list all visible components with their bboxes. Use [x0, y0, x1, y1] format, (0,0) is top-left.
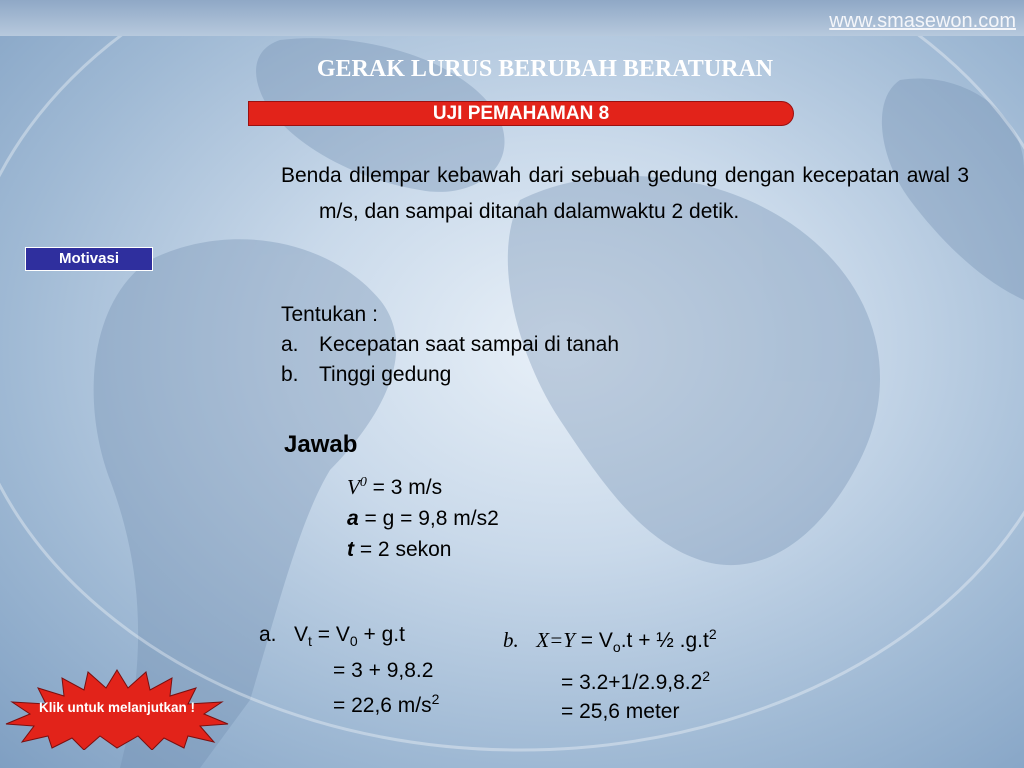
problem-statement	[281, 158, 969, 230]
answer-heading: Jawab	[284, 431, 358, 458]
v0-symbol: V	[347, 475, 360, 499]
question-text: Tinggi gedung	[319, 363, 452, 386]
question-prompt: Tentukan :	[281, 303, 378, 326]
vt-symbol: V	[294, 623, 309, 646]
website-link[interactable]: www.smasewon.com	[829, 10, 1016, 32]
problem-text: Benda dilempar kebawah dari sebuah gedung dengan kecepatan awal 3 m/s, dan sampai ditanah dalamwaktu 2 detik.	[281, 164, 969, 223]
formula-rest: .t + ½ .g.t	[620, 629, 709, 652]
vt-subscript: t	[308, 633, 312, 650]
solution-a-label: a.	[259, 623, 277, 646]
subtitle-banner	[248, 101, 794, 126]
solution-b-label: b.	[503, 628, 519, 652]
v0-subscript: 0	[359, 475, 367, 490]
v0-value: = 3 m/s	[366, 476, 443, 499]
solution-a-line3	[259, 685, 439, 720]
page-title: GERAK LURUS BERUBAH BERATURAN	[316, 56, 774, 82]
solution-a	[259, 620, 439, 720]
solution-b-line2	[503, 662, 717, 697]
v0-eq-subscript: 0	[349, 633, 358, 650]
question-label: b.	[281, 363, 299, 386]
solution-b-line1	[503, 620, 717, 662]
a-symbol: a	[347, 507, 359, 530]
given-v0	[347, 467, 499, 503]
given-values	[347, 467, 499, 565]
question-label: a.	[281, 333, 299, 356]
given-a	[347, 503, 499, 534]
question-list	[281, 300, 619, 390]
vo-subscript: o	[612, 639, 621, 656]
vo-eq: = V	[574, 629, 613, 652]
solution-a-line1	[259, 620, 439, 656]
result-a: = 22,6 m/s	[333, 694, 432, 718]
motivasi-button[interactable]: Motivasi	[25, 247, 153, 271]
solution-b	[503, 620, 717, 726]
gt-term: + g.t	[357, 623, 405, 646]
t-symbol: t	[347, 538, 354, 561]
question-item	[281, 360, 619, 390]
result-a-sup: 2	[431, 691, 440, 708]
solution-b-line3: = 25,6 meter	[561, 700, 680, 724]
calc-b: = 3.2+1/2.9,8.2	[561, 671, 703, 695]
continue-button-label: Klik untuk melanjutkan !	[38, 700, 196, 715]
given-t	[347, 534, 499, 565]
t-value: = 2 sekon	[354, 538, 452, 561]
calc-b-sup: 2	[702, 668, 711, 685]
formula-sup: 2	[708, 626, 717, 642]
a-value: = g = 9,8 m/s2	[358, 507, 499, 530]
xy-symbol: X=Y	[536, 628, 575, 652]
question-text: Kecepatan saat sampai di tanah	[319, 333, 620, 356]
v0-eq: = V	[311, 623, 350, 646]
solution-a-line2: = 3 + 9,8.2	[333, 659, 434, 683]
continue-button[interactable]	[4, 668, 230, 750]
subtitle-text: UJI PEMAHAMAN 8	[432, 103, 610, 124]
question-item	[281, 330, 619, 360]
